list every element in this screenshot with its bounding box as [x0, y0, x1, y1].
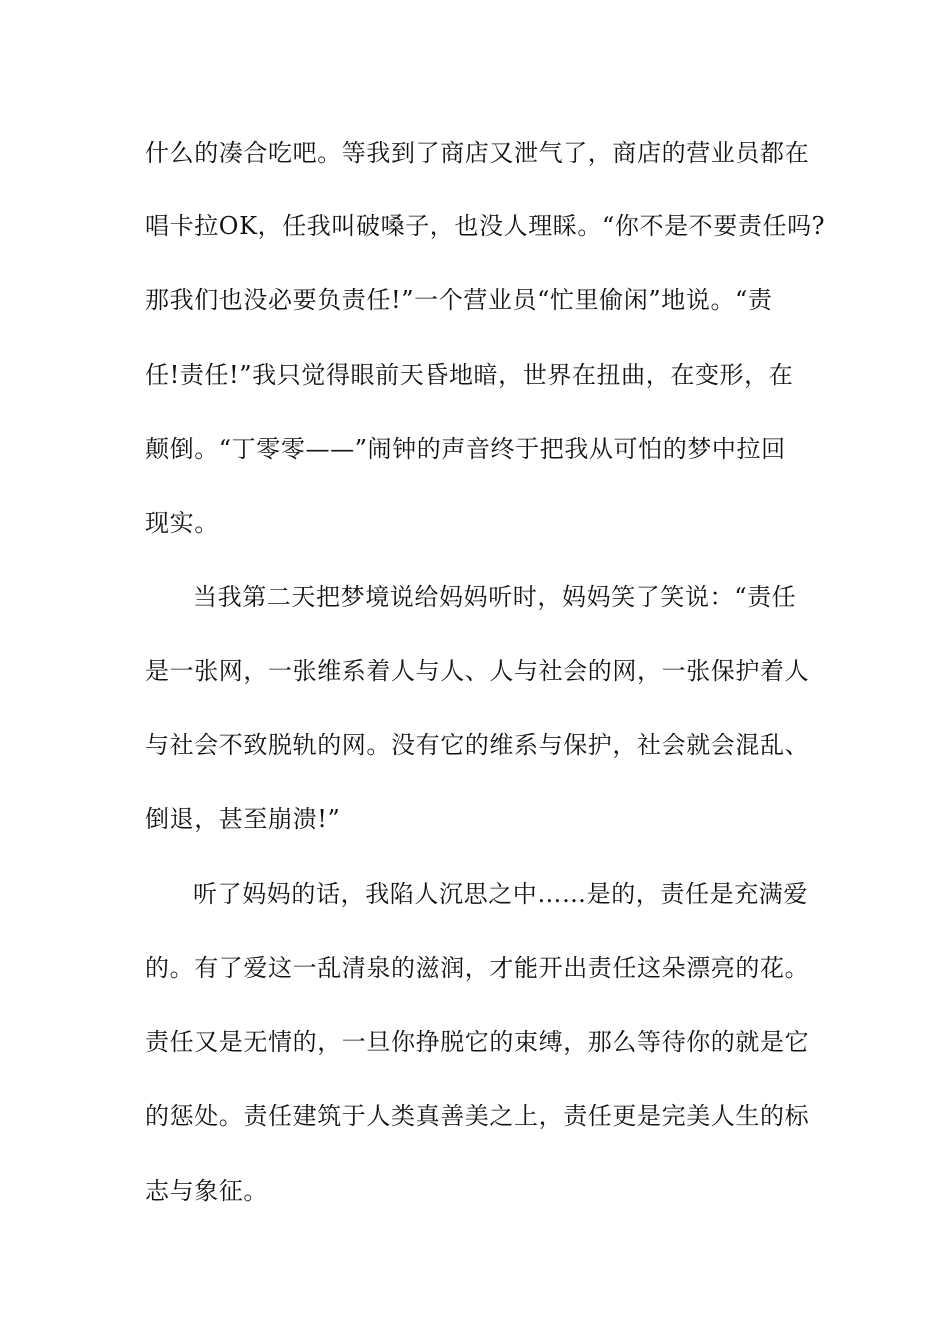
text-line: 唱卡拉OK，任我叫破嗓子，也没人理睬。“你不是不要责任吗?	[145, 212, 826, 240]
paragraph-start-line: 当我第二天把梦境说给妈妈听时，妈妈笑了笑说：“责任	[193, 583, 797, 611]
text-line: 任!责任!”我只觉得眼前天昏地暗，世界在扭曲，在变形，在	[145, 361, 794, 389]
text-line: 那我们也没必要负责任!”一个营业员“忙里偷闲”地说。“责	[145, 286, 773, 314]
text-line: 颠倒。“丁零零——”闹钟的声音终于把我从可怕的梦中拉回	[145, 435, 786, 463]
text-line: 什么的凑合吃吧。等我到了商店又泄气了，商店的营业员都在	[145, 139, 810, 167]
text-line: 志与象征。	[145, 1177, 268, 1205]
text-line: 倒退，甚至崩溃!”	[145, 805, 341, 833]
paragraph-start-line: 听了妈妈的话，我陷人沉思之中……是的，责任是充满爱	[193, 880, 808, 908]
text-line: 的惩处。责任建筑于人类真善美之上，责任更是完美人生的标	[145, 1102, 810, 1130]
text-line: 现实。	[145, 509, 219, 537]
text-line: 责任又是无情的，一旦你挣脱它的束缚，那么等待你的就是它	[145, 1028, 810, 1056]
text-line: 是一张网，一张维系着人与人、人与社会的网，一张保护着人	[145, 657, 810, 685]
text-line: 的。有了爱这一乱清泉的滋润，才能开出责任这朵漂亮的花。	[145, 954, 810, 982]
text-line: 与社会不致脱轨的网。没有它的维系与保护，社会就会混乱、	[145, 731, 810, 759]
